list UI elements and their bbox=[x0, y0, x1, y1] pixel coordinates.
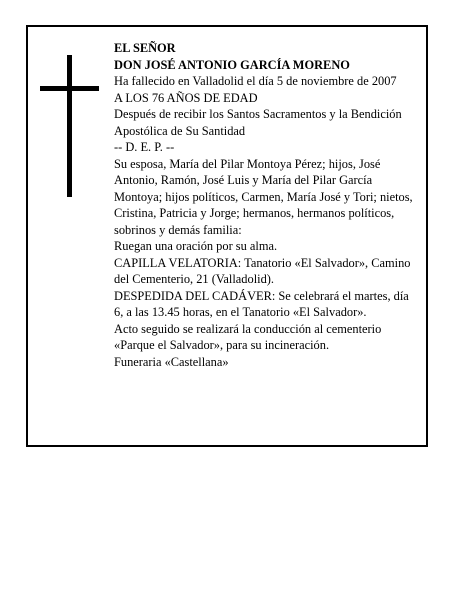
death-notice: Ha fallecido en Valladolid el día 5 de noviembre de 2007 bbox=[114, 74, 397, 88]
prayer-request: Ruegan una oración por su alma. bbox=[114, 239, 278, 253]
obituary-notice bbox=[26, 25, 428, 447]
cross-horizontal-bar bbox=[40, 86, 99, 91]
farewell-info: DESPEDIDA DEL CADÁVER: Se celebrará el martes, día 6, a las 13.45 horas, en el Tanatorio «El Salvador». bbox=[114, 288, 409, 319]
procession-info: Acto seguido se realizará la conducción al cementerio «Parque el Salvador», para su incineración. bbox=[114, 321, 382, 352]
rest-in-peace: -- D. E. P. -- bbox=[114, 140, 175, 154]
honorific-title: EL SEÑOR bbox=[114, 41, 176, 55]
obituary-text bbox=[114, 40, 416, 370]
funeral-home: Funeraria «Castellana» bbox=[114, 354, 229, 369]
family-list: Su esposa, María del Pilar Montoya Pérez; hijos, José Antonio, Ramón, José Luis y María del Pilar García Montoya; hijos políticos, Carmen, María José y Tori; nietos, Cristina, Patricia y Jorge; hermanos, hermanos políticos, sobrinos y demás familia: bbox=[114, 156, 413, 237]
cross-vertical-bar bbox=[67, 55, 72, 197]
chapel-info: CAPILLA VELATORIA: Tanatorio «El Salvador», Camino del Cementerio, 21 (Valladolid). bbox=[114, 255, 411, 286]
age-line: A LOS 76 AÑOS DE EDAD bbox=[114, 90, 258, 105]
sacraments-line: Después de recibir los Santos Sacramentos y la Bendición Apostólica de Su Santidad bbox=[114, 107, 402, 138]
deceased-name: DON JOSÉ ANTONIO GARCÍA MORENO bbox=[114, 57, 350, 72]
